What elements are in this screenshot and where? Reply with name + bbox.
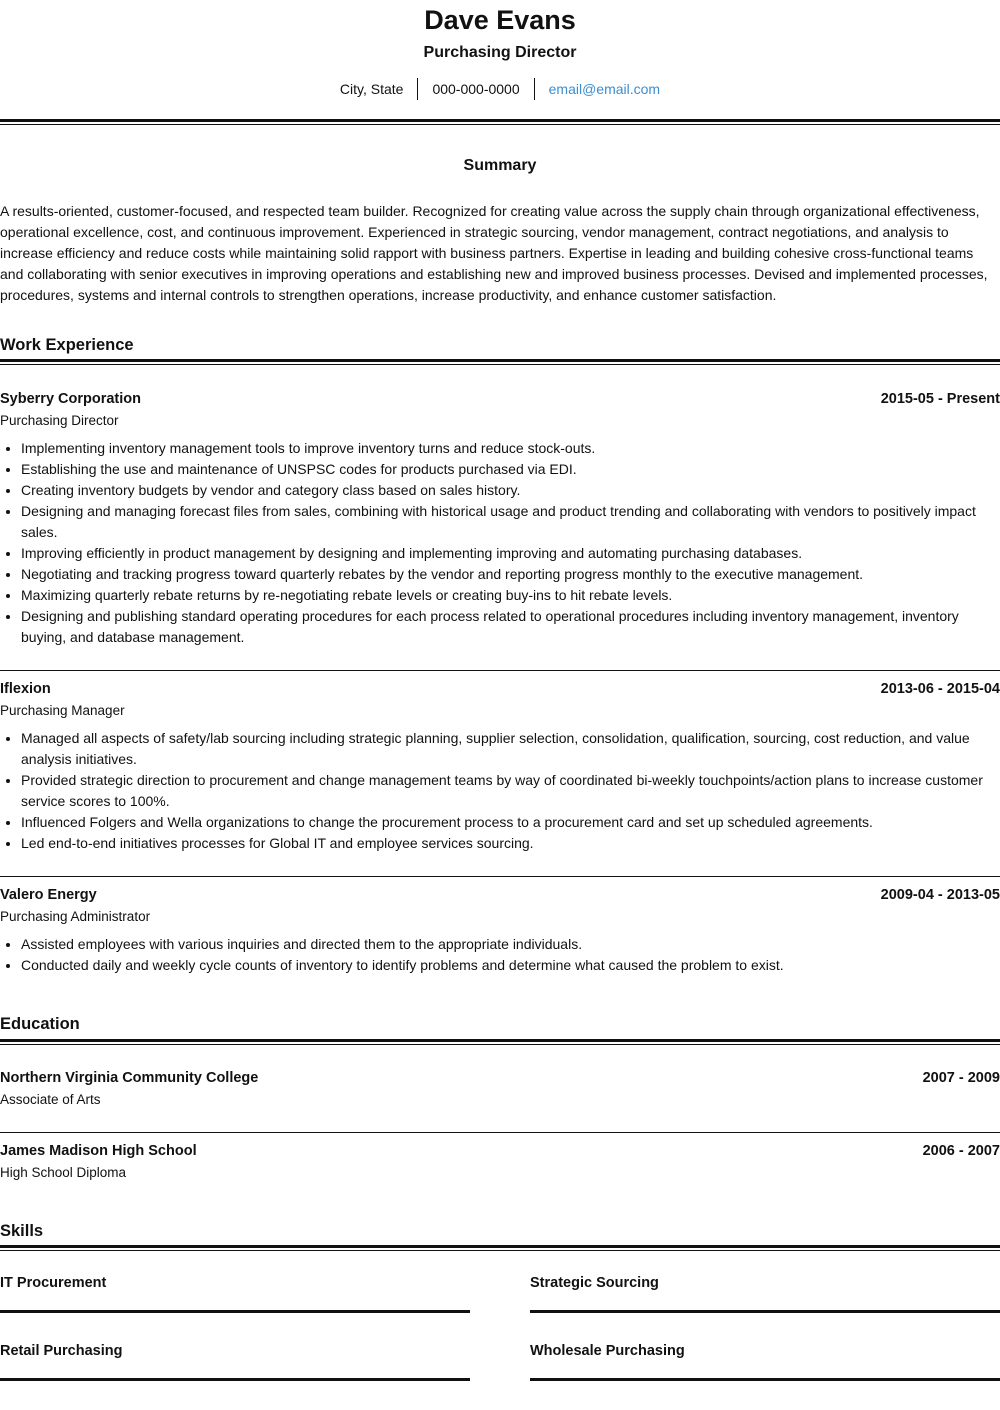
- list-item: • Implementing inventory management tools to improve inventory turns and reduce stock-outs.: [21, 438, 1000, 459]
- school-name: James Madison High School: [0, 1143, 197, 1159]
- candidate-title: Purchasing Director: [423, 44, 577, 61]
- education-entry-1: [0, 1068, 1000, 1110]
- list-item: • Influenced Folgers and Wella organizations to change the procurement process to a procurement card and set up scheduled agreements.: [21, 812, 1000, 833]
- entry-divider: [0, 1132, 1000, 1133]
- section-divider: [0, 1039, 1000, 1045]
- skill-bar: [0, 1378, 470, 1381]
- summary-text: A results-oriented, customer-focused, and respected team builder. Recognized for creating value across the supply chain through organizational effectiveness, operational excellence, cost, and continuous improvement. Experienced in strategic sourcing, vendor management, contract negotiations, and analysis to increase efficiency and reduce costs while maintaining solid rapport with business partners. Expertise in leading and building cohesive cross-functional teams and collaborating with senior executives in improving operations and establishing new and improved business processes. Devised and implemented processes, procedures, systems and internal controls to strengthen operations, increase productivity, and enhance customer satisfaction.: [0, 203, 988, 303]
- skill-label: Wholesale Purchasing: [530, 1343, 685, 1359]
- skill-bar: [0, 1310, 470, 1313]
- email-link[interactable]: email@email.com: [548, 81, 661, 97]
- job-bullets: [0, 728, 1000, 854]
- job-role: Purchasing Director: [0, 413, 119, 428]
- list-item: • Designing and managing forecast files from sales, combining with historical usage and product trending and collaborating with vendors to positively impact sales.: [21, 501, 1000, 543]
- education-dates: 2007 - 2009: [922, 1070, 1000, 1086]
- list-item: • Provided strategic direction to procurement and change management teams by way of coordinated bi-weekly touchpoints/action plans to increase customer service scores to 100%.: [21, 770, 1000, 812]
- skill-item: [0, 1275, 470, 1291]
- skill-bar: [530, 1310, 1000, 1313]
- list-item: • Negotiating and tracking progress toward quarterly rebates by the vendor and reporting progress monthly to the executive management.: [21, 564, 1000, 585]
- list-item: • Designing and publishing standard operating procedures for each process related to operational procedures including inventory management, inventory buying, and database management.: [21, 606, 1000, 648]
- job-role: Purchasing Administrator: [0, 909, 151, 924]
- location-text: City, State: [339, 81, 404, 97]
- list-item: • Creating inventory budgets by vendor and category class based on sales history.: [21, 480, 1000, 501]
- job-bullets: [0, 934, 1000, 976]
- job-entry-1: [0, 389, 1000, 648]
- company-name: Syberry Corporation: [0, 391, 141, 407]
- section-divider: [0, 1245, 1000, 1251]
- list-item: • Establishing the use and maintenance of UNSPSC codes for products purchased via EDI.: [21, 459, 1000, 480]
- entry-divider: [0, 876, 1000, 877]
- skill-label: Strategic Sourcing: [530, 1275, 659, 1291]
- school-name: Northern Virginia Community College: [0, 1070, 259, 1086]
- skills-heading: Skills: [0, 1222, 44, 1240]
- skill-label: IT Procurement: [0, 1275, 107, 1291]
- skill-item: [0, 1343, 470, 1359]
- education-heading: Education: [0, 1015, 80, 1033]
- job-entry-3: [0, 885, 1000, 976]
- list-item: • Maximizing quarterly rebate returns by re-negotiating rebate levels or creating buy-ins to hit rebate levels.: [21, 585, 1000, 606]
- job-dates: 2009-04 - 2013-05: [880, 887, 1000, 903]
- job-bullets: [0, 438, 1000, 648]
- company-name: Valero Energy: [0, 887, 97, 903]
- summary-heading: Summary: [463, 157, 537, 174]
- list-item: • Led end-to-end initiatives processes for Global IT and employee services sourcing.: [21, 833, 1000, 854]
- job-role: Purchasing Manager: [0, 703, 125, 718]
- company-name: Iflexion: [0, 681, 51, 697]
- degree-text: Associate of Arts: [0, 1092, 101, 1107]
- list-item: • Assisted employees with various inquiries and directed them to the appropriate individuals.: [21, 934, 1000, 955]
- section-divider: [0, 359, 1000, 365]
- skill-label: Retail Purchasing: [0, 1343, 123, 1359]
- candidate-name: Dave Evans: [424, 5, 576, 35]
- phone-text: 000-000-0000: [432, 81, 520, 97]
- education-dates: 2006 - 2007: [922, 1143, 1000, 1159]
- job-entry-2: [0, 679, 1000, 854]
- work-experience-heading: Work Experience: [0, 336, 134, 354]
- entry-divider: [0, 670, 1000, 671]
- header-divider: [0, 119, 1000, 125]
- skill-bar: [530, 1378, 1000, 1381]
- education-entry-2: [0, 1141, 1000, 1183]
- job-dates: 2015-05 - Present: [880, 391, 1000, 407]
- skill-item: [530, 1343, 1000, 1359]
- list-item: • Conducted daily and weekly cycle counts of inventory to identify problems and determine what caused the problem to exist.: [21, 955, 1000, 976]
- contact-bar: [0, 78, 1000, 100]
- job-dates: 2013-06 - 2015-04: [880, 681, 1000, 697]
- list-item: • Improving efficiently in product management by designing and implementing improving and automating purchasing databases.: [21, 543, 1000, 564]
- skill-item: [530, 1275, 1000, 1291]
- list-item: • Managed all aspects of safety/lab sourcing including strategic planning, supplier selection, consolidation, qualification, sourcing, cost reduction, and value analysis initiatives.: [21, 728, 1000, 770]
- degree-text: High School Diploma: [0, 1165, 127, 1180]
